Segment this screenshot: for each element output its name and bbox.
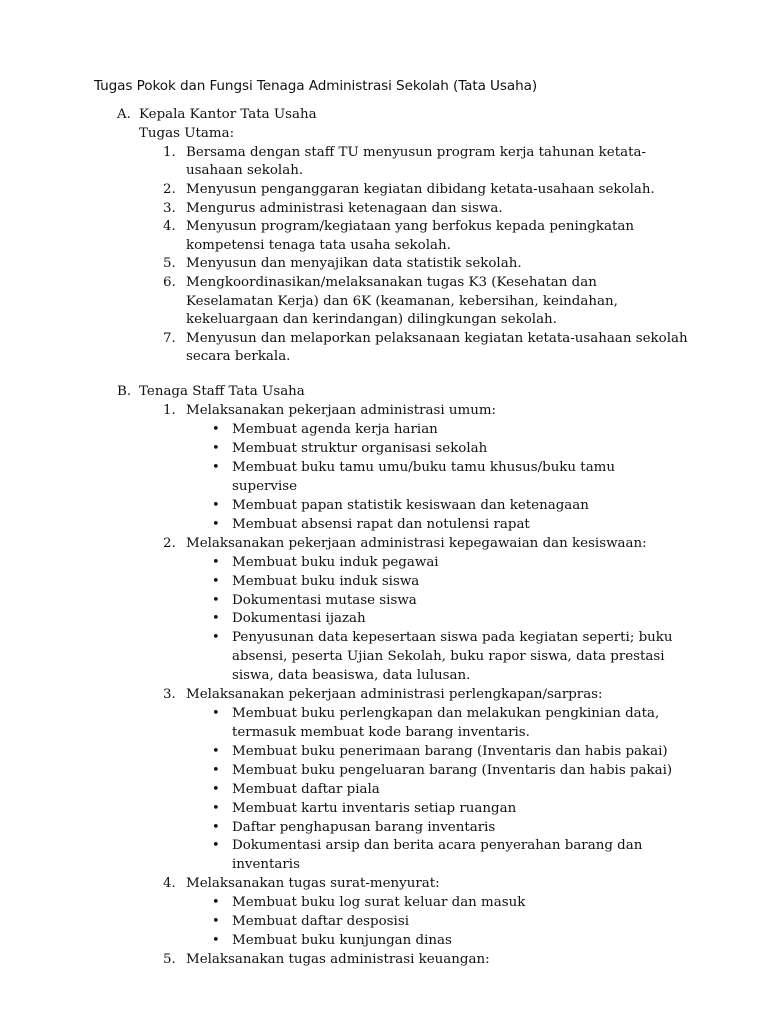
- bullet-item-text: Membuat buku log surat keluar dan masuk: [232, 895, 526, 911]
- bullet-item-text: absensi, peserta Ujian Sekolah, buku rapor siswa, data prestasi: [232, 649, 665, 665]
- list-item-text: Melaksanakan pekerjaan administrasi umum:: [186, 403, 497, 419]
- list-item-number: 6.: [163, 274, 176, 290]
- list-item-text: Menyusun penganggaran kegiatan dibidang ketata-usahaan sekolah.: [186, 181, 655, 197]
- bullet-item-text: Membuat buku induk siswa: [232, 573, 420, 589]
- bullet-dot-icon: •: [212, 800, 220, 816]
- list-item-number: 4.: [163, 219, 176, 235]
- list-item-number: 2.: [163, 181, 176, 197]
- bullet-item-text: Membuat agenda kerja harian: [232, 422, 438, 438]
- list-item-text: Bersama dengan staff TU menyusun program kerja tahunan ketata-: [186, 144, 646, 160]
- bullet-dot-icon: •: [212, 441, 220, 457]
- bullet-dot-icon: •: [212, 573, 220, 589]
- bullet-dot-icon: •: [212, 611, 220, 627]
- list-item-text: Melaksanakan pekerjaan administrasi perlengkapan/sarpras:: [186, 687, 603, 702]
- section-a-subheading: Tugas Utama:: [139, 126, 235, 142]
- bullet-dot-icon: •: [212, 895, 220, 911]
- bullet-dot-icon: •: [212, 497, 220, 513]
- list-item-text: usahaan sekolah.: [186, 163, 304, 179]
- section-b-marker: B.: [117, 384, 132, 399]
- bullet-item-text: siswa, data beasiswa, data lulusan.: [232, 668, 471, 684]
- bullet-item-text: Penyusunan data kepesertaan siswa pada kegiatan seperti; buku: [232, 630, 673, 646]
- bullet-dot-icon: •: [212, 762, 220, 778]
- bullet-dot-icon: •: [212, 838, 220, 854]
- list-item-number: 1.: [163, 144, 176, 160]
- bullet-dot-icon: •: [212, 460, 220, 475]
- bullet-dot-icon: •: [212, 706, 220, 722]
- bullet-dot-icon: •: [212, 554, 220, 570]
- bullet-item-text: Dokumentasi ijazah: [232, 611, 366, 627]
- list-item-text: Melaksanakan tugas administrasi keuangan:: [186, 952, 490, 967]
- list-item-number: 3.: [163, 200, 176, 216]
- bullet-item-text: Dokumentasi arsip dan berita acara penyerahan barang dan: [232, 838, 643, 854]
- list-item-text: Menyusun dan menyajikan data statistik sekolah.: [186, 256, 522, 272]
- bullet-item-text: supervise: [232, 478, 298, 494]
- bullet-dot-icon: •: [212, 819, 220, 835]
- section-b-heading: Tenaga Staff Tata Usaha: [139, 384, 305, 399]
- bullet-item-text: Membuat buku penerimaan barang (Inventaris dan habis pakai): [232, 743, 668, 759]
- bullet-item-text: inventaris: [232, 857, 300, 873]
- list-item-text: Menyusun dan melaporkan pelaksanaan kegiatan ketata-usahaan sekolah: [186, 330, 688, 346]
- bullet-item-text: Membuat papan statistik kesiswaan dan ketenagaan: [232, 497, 589, 513]
- bullet-item-text: Membuat kartu inventaris setiap ruangan: [232, 800, 517, 816]
- list-item-number: 5.: [163, 952, 176, 967]
- list-item-number: 3.: [163, 687, 176, 702]
- bullet-item-text: Membuat buku induk pegawai: [232, 554, 439, 570]
- bullet-dot-icon: •: [212, 592, 220, 608]
- bullet-dot-icon: •: [212, 781, 220, 797]
- section-a-heading: Kepala Kantor Tata Usaha: [139, 107, 317, 122]
- list-item-text: Keselamatan Kerja) dan 6K (keamanan, kebersihan, keindahan,: [186, 293, 618, 309]
- bullet-item-text: Daftar penghapusan barang inventaris: [232, 819, 496, 835]
- bullet-item-text: Membuat buku perlengkapan dan melakukan pengkinian data,: [232, 706, 660, 722]
- bullet-item-text: termasuk membuat kode barang inventaris.: [232, 725, 530, 740]
- bullet-item-text: Dokumentasi mutase siswa: [232, 592, 417, 608]
- bullet-item-text: Membuat daftar desposisi: [232, 914, 409, 930]
- bullet-item-text: Membuat buku pengeluaran barang (Inventaris dan habis pakai): [232, 762, 673, 778]
- list-item-number: 2.: [163, 535, 176, 551]
- list-item-number: 7.: [163, 330, 176, 346]
- bullet-dot-icon: •: [212, 743, 220, 759]
- list-item-text: kompetensi tenaga tata usaha sekolah.: [186, 237, 451, 253]
- page-title: Tugas Pokok dan Fungsi Tenaga Administrasi Sekolah (Tata Usaha): [94, 78, 538, 94]
- bullet-item-text: Membuat absensi rapat dan notulensi rapat: [232, 516, 530, 532]
- bullet-dot-icon: •: [212, 422, 220, 438]
- list-item-text: Mengkoordinasikan/melaksanakan tugas K3 (Kesehatan dan: [186, 274, 597, 290]
- list-item-number: 4.: [163, 876, 176, 892]
- list-item-number: 5.: [163, 256, 176, 272]
- bullet-dot-icon: •: [212, 933, 220, 949]
- bullet-item-text: Membuat buku tamu umu/buku tamu khusus/buku tamu: [232, 460, 615, 475]
- bullet-dot-icon: •: [212, 914, 220, 930]
- bullet-dot-icon: •: [212, 630, 220, 646]
- list-item-number: 1.: [163, 403, 176, 419]
- list-item-text: kekeluargaan dan kerindangan) dilingkungan sekolah.: [186, 312, 557, 328]
- bullet-item-text: Membuat daftar piala: [232, 781, 380, 797]
- list-item-text: Mengurus administrasi ketenagaan dan siswa.: [186, 200, 503, 216]
- bullet-dot-icon: •: [212, 516, 220, 532]
- bullet-item-text: Membuat buku kunjungan dinas: [232, 933, 452, 949]
- list-item-text: secara berkala.: [186, 349, 291, 365]
- list-item-text: Melaksanakan tugas surat-menyurat:: [186, 876, 440, 892]
- bullet-item-text: Membuat struktur organisasi sekolah: [232, 441, 488, 457]
- section-a-marker: A.: [117, 107, 131, 122]
- list-item-text: Menyusun program/kegiataan yang berfokus kepada peningkatan: [186, 219, 635, 235]
- list-item-text: Melaksanakan pekerjaan administrasi kepegawaian dan kesiswaan:: [186, 535, 647, 551]
